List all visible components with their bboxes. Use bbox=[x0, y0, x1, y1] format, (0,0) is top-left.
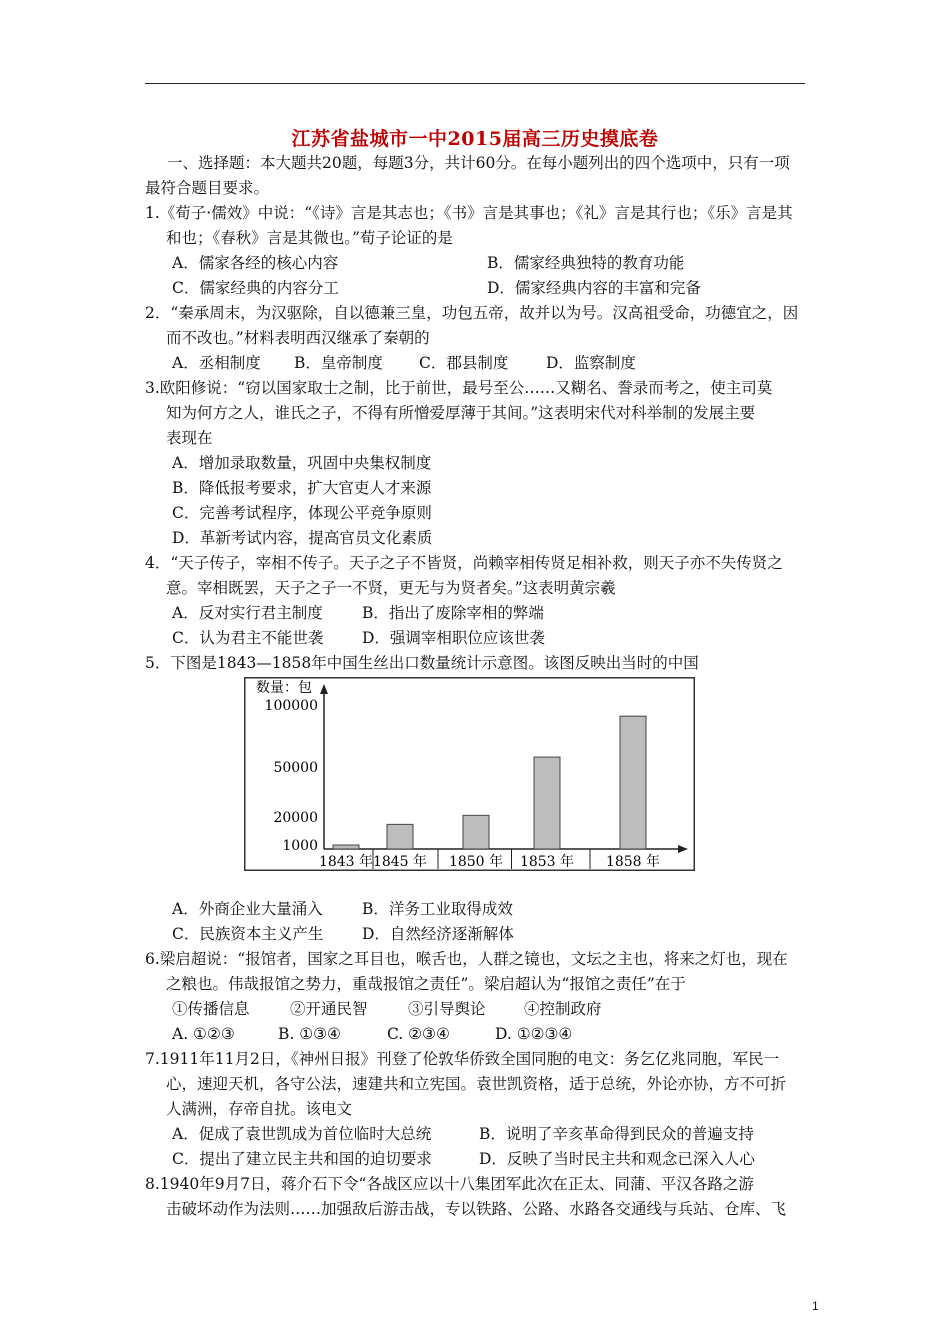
option-a: A. ①②③ bbox=[172, 1025, 235, 1043]
question-line: 击破坏动作为法则……加强敌后游击战，专以铁路、公路、水路各交通线与兵站、仓库、飞 bbox=[166, 1200, 787, 1218]
option-d: D．反映了当时民主共和观念已深入人心 bbox=[479, 1150, 755, 1168]
chart-svg bbox=[244, 677, 695, 871]
bar bbox=[463, 815, 489, 849]
option-b: B．皇帝制度 bbox=[294, 354, 383, 372]
option-a: A．促成了袁世凯成为首位临时大总统 bbox=[172, 1125, 432, 1143]
bar bbox=[534, 757, 560, 849]
question-line: 和也；《春秋》言是其微也。”荀子论证的是 bbox=[166, 229, 453, 247]
statement-item: ④控制政府 bbox=[524, 1000, 602, 1018]
question-line: 7.1911年11月2日，《神州日报》刊登了伦敦华侨致全国同胞的电文：务乞亿兆同胞，军民一 bbox=[145, 1050, 780, 1068]
option-b: B．降低报考要求，扩大官吏人才来源 bbox=[172, 479, 432, 497]
question-line: 意。宰相既罢，天子之子一不贤，更无与为贤者矣。”这表明黄宗羲 bbox=[166, 579, 616, 597]
option-b: B．儒家经典独特的教育功能 bbox=[487, 254, 685, 272]
option-c: C．郡县制度 bbox=[419, 354, 509, 372]
option-c: C．完善考试程序，体现公平竞争原则 bbox=[172, 504, 432, 522]
y-tick-label: 20000 bbox=[273, 810, 318, 826]
intro-line: 一、选择题：本大题共20题，每题3分，共计60分。在每小题列出的四个选项中，只有一项 bbox=[167, 154, 790, 172]
option-b: B．说明了辛亥革命得到民众的普遍支持 bbox=[479, 1125, 754, 1143]
y-tick-label: 100000 bbox=[264, 698, 318, 714]
x-tick-label: 1853 年 bbox=[519, 854, 575, 870]
bar bbox=[333, 845, 359, 849]
question-line: 知为何方之人，谁氏之子，不得有所憎爱厚薄于其间。”这表明宋代对科举制的发展主要 bbox=[166, 404, 756, 422]
option-c: C．认为君主不能世袭 bbox=[172, 629, 324, 647]
option-d: D．自然经济逐渐解体 bbox=[362, 925, 514, 943]
option-b: B. ①③④ bbox=[278, 1025, 341, 1043]
x-tick-label: 1858 年 bbox=[605, 854, 661, 870]
bar bbox=[387, 824, 413, 849]
option-a: A．儒家各经的核心内容 bbox=[172, 254, 339, 272]
option-a: A．外商企业大量涌入 bbox=[172, 900, 323, 918]
option-d: D．儒家经典内容的丰富和完备 bbox=[487, 279, 701, 297]
option-b: B．指出了废除宰相的弊端 bbox=[362, 604, 544, 622]
x-tick-label: 1850 年 bbox=[448, 854, 504, 870]
option-a: A．增加录取数量，巩固中央集权制度 bbox=[172, 454, 432, 472]
question-line: 5．下图是1843—1858年中国生丝出口数量统计示意图。该图反映出当时的中国 bbox=[145, 654, 699, 672]
page-number: 1 bbox=[812, 1299, 819, 1313]
question-line: 表现在 bbox=[166, 429, 213, 447]
x-tick-label: 1845 年 bbox=[372, 854, 428, 870]
question-line: 1.《荀子·儒效》中说：“《诗》言是其志也；《书》言是其事也；《礼》言是其行也；《乐》言是其 bbox=[145, 204, 793, 222]
question-line: 4．“天子传子，宰相不传子。天子之子不皆贤，尚赖宰相传贤足相补救，则天子亦不失传贤之 bbox=[145, 554, 783, 572]
option-d: D．监察制度 bbox=[546, 354, 636, 372]
option-c: C．儒家经典的内容分工 bbox=[172, 279, 339, 297]
option-c: C．提出了建立民主共和国的迫切要求 bbox=[172, 1150, 432, 1168]
option-c: C．民族资本主义产生 bbox=[172, 925, 324, 943]
intro-line: 最符合题目要求。 bbox=[145, 179, 270, 197]
option-a: A．丞相制度 bbox=[172, 354, 261, 372]
question-line: 心，速迎天机，各守公法，速建共和立宪国。袁世凯资格，适于总统，外论亦协，方不可折 bbox=[166, 1075, 787, 1093]
y-tick-label: 1000 bbox=[282, 838, 318, 854]
option-b: B．洋务工业取得成效 bbox=[362, 900, 513, 918]
question-line: 而不改也。”材料表明西汉继承了秦朝的 bbox=[166, 329, 430, 347]
option-d: D．强调宰相职位应该世袭 bbox=[362, 629, 545, 647]
option-a: A．反对实行君主制度 bbox=[172, 604, 323, 622]
statement-item: ①传播信息 bbox=[172, 1000, 250, 1018]
silk-export-chart bbox=[244, 677, 695, 871]
statement-item: ②开通民智 bbox=[290, 1000, 368, 1018]
option-d: D．革新考试内容，提高官员文化素质 bbox=[172, 529, 433, 547]
statement-item: ③引导舆论 bbox=[408, 1000, 486, 1018]
header-rule bbox=[145, 83, 805, 84]
page-title: 江苏省盐城市一中2015届高三历史摸底卷 bbox=[291, 128, 659, 150]
x-tick-label: 1843 年 bbox=[318, 854, 374, 870]
question-line: 人满洲，存帝自扰。该电文 bbox=[166, 1100, 353, 1118]
question-line: 8.1940年9月7日，蒋介石下令“各战区应以十八集团军此次在正太、同蒲、平汉各路之游 bbox=[145, 1175, 754, 1193]
question-line: 6.梁启超说：“报馆者，国家之耳目也，喉舌也，人群之镜也，文坛之主也，将来之灯也，现在 bbox=[145, 950, 788, 968]
option-c: C. ②③④ bbox=[387, 1025, 450, 1043]
question-line: 3.欧阳修说：“窃以国家取士之制，比于前世，最号至公……又糊名、誊录而考之，使主司莫 bbox=[145, 379, 773, 397]
y-tick-label: 50000 bbox=[273, 760, 318, 776]
y-axis-title: 数量：包 bbox=[256, 680, 312, 696]
bar bbox=[620, 716, 646, 849]
question-line: 2．“秦承周末，为汉驱除，自以德兼三皇，功包五帝，故并以为号。汉高祖受命，功德宜之，因 bbox=[145, 304, 799, 322]
question-line: 之粮也。伟哉报馆之势力，重哉报馆之责任”。梁启超认为“报馆之责任”在于 bbox=[166, 975, 686, 993]
option-d: D. ①②③④ bbox=[495, 1025, 573, 1043]
